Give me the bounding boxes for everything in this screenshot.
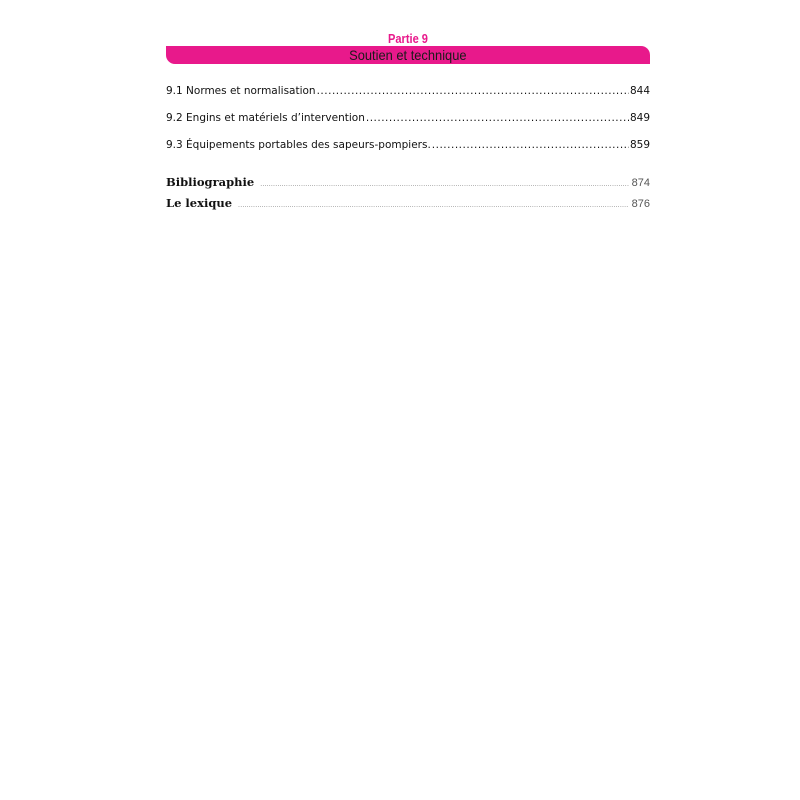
toc-entry-page: 844 [629,85,650,97]
toc-entry-lexique[interactable] [166,193,650,214]
toc-entry-bibliographie[interactable] [166,172,650,193]
toc-entry-page: 849 [629,112,650,124]
toc-entry-page: 876 [631,198,650,210]
part-label: Partie 9 [388,31,428,46]
toc-entry-9-3[interactable] [166,132,650,159]
toc-entry-page: 874 [631,177,650,189]
part-title-banner [166,46,650,64]
toc-entry-label: 9.2 Engins et matériels d’intervention [166,112,365,124]
toc-entry-9-1[interactable] [166,78,650,105]
toc-entry-label: 9.1 Normes et normalisation [166,85,316,97]
toc-entry-label: Le lexique [166,196,233,210]
dot-leader [260,174,628,195]
dot-leader [238,195,629,216]
dot-leader [366,105,629,132]
toc-entry-page: 859 [629,139,650,151]
back-matter-list [166,172,650,214]
dot-leader [317,78,629,105]
toc-entry-label: Bibliographie [166,175,255,189]
table-of-contents [166,31,650,214]
part-title: Soutien et technique [349,47,467,63]
toc-entry-label: 9.3 Équipements portables des sapeurs-pompiers. [166,139,431,151]
dot-leader [432,132,629,159]
chapter-list [166,78,650,159]
toc-entry-9-2[interactable] [166,105,650,132]
